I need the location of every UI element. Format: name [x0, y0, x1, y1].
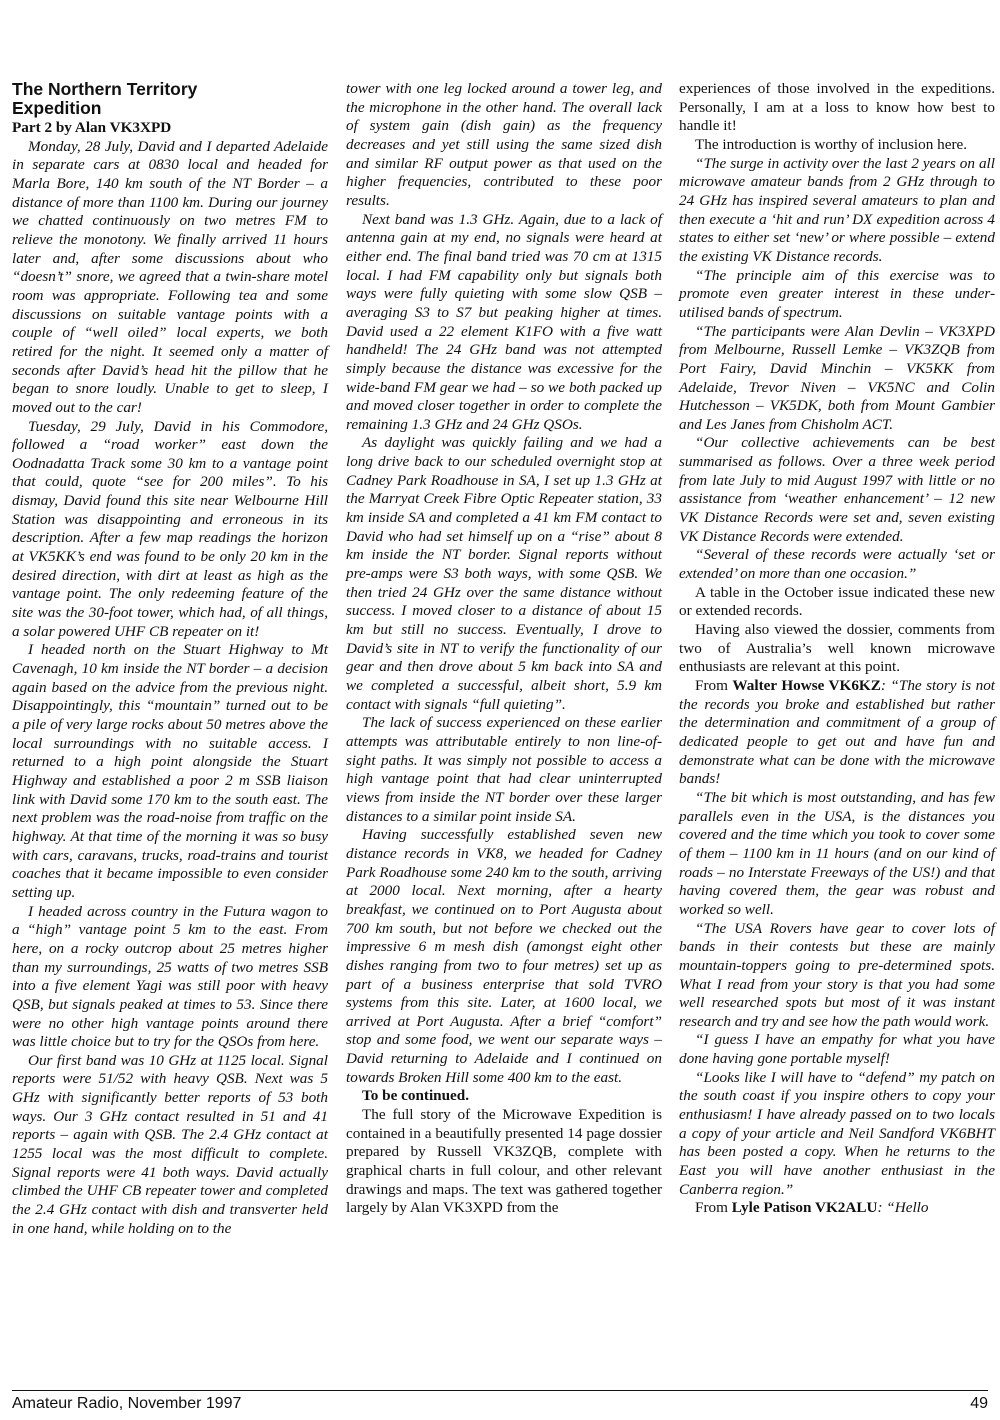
title-line-2: Expedition — [12, 98, 102, 118]
to-be-continued: To be continued. — [362, 1087, 470, 1105]
quote-paragraph: “The participants were Alan Devlin – VK3XPD from Melbourne, Russell Lemke – VK3ZQB from Port Fairy, David Minchin – VK5KK from Adelaide, Trevor Niven – VK5NC and Colin Hutchesson – VK5DK, both from Mount Gambier and Les Janes from Chisholm ACT. — [679, 322, 995, 433]
quote-paragraph: “Several of these records were actually ‘set or extended’ on more than one occasion.” — [679, 546, 995, 583]
from-label: From — [695, 1199, 732, 1217]
quote-paragraph: “I guess I have an empathy for what you have done having gone portable myself! — [679, 1031, 995, 1068]
paragraph: experiences of those involved in the expeditions. Personally, I am at a loss to know how best to handle it! — [679, 80, 995, 135]
quote-paragraph: “Our collective achievements can be best summarised as follows. Over a three week period from late July to mid August 1997 with little or no assistance from ‘weather enhancement’ – 12 new VK Distance Records were set and, seven existing VK Distance Records were extended. — [679, 434, 995, 545]
paragraph: Having also viewed the dossier, comments from two of Australia’s well known microwave enthusiasts are relevant at this point. — [679, 621, 995, 676]
paragraph: As daylight was quickly failing and we had a long drive back to our scheduled overnight stop at Cadney Park Roadhouse in SA, I set up 1.3 GHz at the Marryat Creek Fibre Optic Repeater station, 33 km inside SA and completed a 41 km FM contact to David who had set himself up on a “rise” about 8 km inside the NT border. Signal reports without pre-amps were S3 both ways, with some QSB. We then tried 24 GHz over the same distance without success. I moved closer to a distance of about 15 km but still no success. Eventually, I drove to David’s site in NT to verify the functionality of our gear and then drove about 5 km back into SA and we completed a successful, albeit short, 5.9 km contact with signals “full quieting”. — [346, 434, 662, 713]
column-1 — [12, 80, 328, 1238]
paragraph: Having successfully established seven new distance records in VK8, we headed for Cadney Park Roadhouse some 240 km to the south, arriving at 2000 local. Next morning, after a hearty breakfast, we continued on to Port Augusta about 700 km south, but not before we checked out the impressive 6 m mesh dish (amongst eight other dishes ranging from two to four metres) set up as part of a business enterprise that sold TVRO systems from this site. Later, at 1600 local, we arrived at Port Augusta. After a brief “comfort” stop and some food, we went our separate ways – David returning to Adelaide and I continued on towards Broken Hill some 400 km to the east. — [346, 826, 662, 1086]
walter-quote-paragraph — [679, 677, 995, 789]
quote-paragraph: “Looks like I will have to “defend” my patch on the south coast if you inspire others to copy your enthusiasm! I have already passed on to two locals a copy of your article and Neil Sandford VK6BHT has been posted a copy. When he returns to the East you will have another enthusiast in the Canberra region.” — [679, 1068, 995, 1198]
paragraph: tower with one leg locked around a tower leg, and the microphone in the other hand. The overall lack of system gain (dish gain) as the frequency decreases and yet still using the same sized dish and similar RF output power as that used on the higher frequencies, contributed to these poor results. — [346, 80, 662, 209]
author-name: Walter Howse VK6KZ — [732, 677, 881, 694]
colon: : — [880, 677, 891, 694]
from-label: From — [695, 677, 733, 694]
quote-paragraph: “The principle aim of this exercise was to promote even greater interest in these under-utilised bands of spectrum. — [679, 266, 995, 321]
paragraph: Tuesday, 29 July, David in his Commodore, followed a “road worker” east down the Oodnadatta Track some 30 km to a vantage point that could, quote “see for 200 miles”. To his dismay, David found this site near Welbourne Hill Station was disappointing and erroneous in its description. After a few map readings the horizon at VK5KK’s end was found to be only 20 km in the desired direction, with dirt at least as high as the vantage point. The only redeeming feature of the site was the 30-foot tower, which had, of all things, a solar powered UHF CB repeater on it! — [12, 417, 328, 640]
quote-paragraph: “The surge in activity over the last 2 years on all microwave amateur bands from 2 GHz through to 24 GHz has inspired several amateurs to plan and then execute a ‘hit and run’ DX expedition across 4 states to either set ‘new’ or where possible – extend the existing VK Distance records. — [679, 154, 995, 265]
quote-paragraph: “The bit which is most outstanding, and has few parallels even in the USA, is the distances you covered and the time which you took to cover some of them – 1100 km in 11 hours (and on our kind of roads – no Interstate Freeways of the US!) and that having covered them, the gear was robust and worked so well. — [679, 788, 995, 918]
byline: Part 2 by Alan VK3XPD — [12, 119, 172, 136]
paragraph: Our first band was 10 GHz at 1125 local. Signal reports were 51/52 with heavy QSB. Next was 5 GHz with significantly better reports of 53 both ways. Our 3 GHz contact resulted in 51 and 41 reports – again with QSB. The 2.4 GHz contact at 1255 local was the most difficult to complete. Signal reports were 41 both ways. David actually climbed the UHF CB repeater tower and completed the 2.4 GHz contact with dish and transverter held in one hand, while holding on to the — [12, 1051, 328, 1237]
colon: : — [877, 1199, 887, 1217]
quote-paragraph: “The USA Rovers have gear to cover lots of bands in their contests but these are mainly mountain-toppers going to pre-determined spots. What I read from your story is that you had some well researched spots but most of it was instant research and try and see how the path would work. — [679, 919, 995, 1030]
quote-text: “The story is not the records you broke and established but rather the determination and commitment of a group of dedicated people to get out and have fun and demonstrate what can be done with the microwave bands! — [679, 677, 996, 788]
article-title — [12, 80, 328, 118]
paragraph: The full story of the Microwave Expedition is contained in a beautifully presented 14 page dossier prepared by Russell VK3ZQB, complete with graphical charts in full colour, and other relevant drawings and maps. The text was gathered together largely by Alan VK3XPD from the — [346, 1106, 662, 1217]
paragraph: The introduction is worthy of inclusion here. — [695, 135, 968, 153]
page-number: 49 — [970, 1395, 988, 1412]
lyle-quote-paragraph — [679, 1199, 995, 1218]
paragraph: I headed across country in the Futura wagon to a “high” vantage point 5 km to the east. From here, on a rocky outcrop about 25 metres higher than my surroundings, 25 watts of two metres SSB into a five element Yagi was still poor with heavy QSB, but signals peaked at times to 53. Since there were no other high vantage points around there was little choice but to try for the QSOs from here. — [12, 902, 328, 1051]
paragraph: I headed north on the Stuart Highway to Mt Cavenagh, 10 km inside the NT border – a decision again based on the advice from the previous night. Disappointingly, this “mountain” turned out to be a pile of very large rocks about 50 metres above the local surroundings with no suitable access. I returned to a high point alongside the Stuart Highway and established a poor 2 m SSB liaison link with David some 170 km to the south east. The next problem was the road-noise from traffic on the highway. At that time of the morning it was so busy with cars, caravans, trucks, road-trains and tourist coaches that it became impossible to even consider setting up. — [12, 641, 328, 901]
column-3 — [679, 80, 995, 1218]
footer-rule — [12, 1390, 988, 1391]
quote-text: “Hello — [886, 1199, 929, 1217]
column-2 — [346, 80, 662, 1218]
title-line-1: The Northern Territory — [12, 79, 198, 99]
author-name: Lyle Patison VK2ALU — [731, 1199, 878, 1217]
footer-publication: Amateur Radio, November 1997 — [12, 1395, 242, 1412]
paragraph: The lack of success experienced on these earlier attempts was attributable entirely to non line-of-sight paths. It was simply not possible to access a high vantage point that had clear uninterrupted views from inside the NT border over these larger distances to a similar point inside SA. — [346, 714, 662, 825]
paragraph: A table in the October issue indicated these new or extended records. — [679, 583, 995, 620]
paragraph: Next band was 1.3 GHz. Again, due to a lack of antenna gain at my end, no signals were heard at either end. The final band tried was 70 cm at 1315 local. I had FM capability only but signals both ways were fully quieting with some slow QSB – averaging S3 to S7 but peaking higher at times. David used a 22 element K1FO with a five watt handheld! The 24 GHz band was not attempted simply because the distance was excessive for the wide-band FM gear we had – so we both packed up and moved closer together in order to complete the remaining 1.3 GHz and 24 GHz QSOs. — [346, 210, 662, 433]
paragraph: Monday, 28 July, David and I departed Adelaide in separate cars at 0830 local and headed for Marla Bore, 140 km south of the NT Border – a distance of more than 1100 km. During our journey we chatted continuously on two metres FM to relieve the monotony. We finally arrived 11 hours later and, after some discussions about who “doesn’t” snore, we agreed that a twin-share motel room was appropriate. Following tea and some discussions on suitable vantage points with a couple of “well oiled” local experts, we both retired for the night. It seemed only a matter of seconds after David’s head hit the pillow that he began to snore loudly. Unable to get to sleep, I moved out to the car! — [12, 137, 328, 416]
